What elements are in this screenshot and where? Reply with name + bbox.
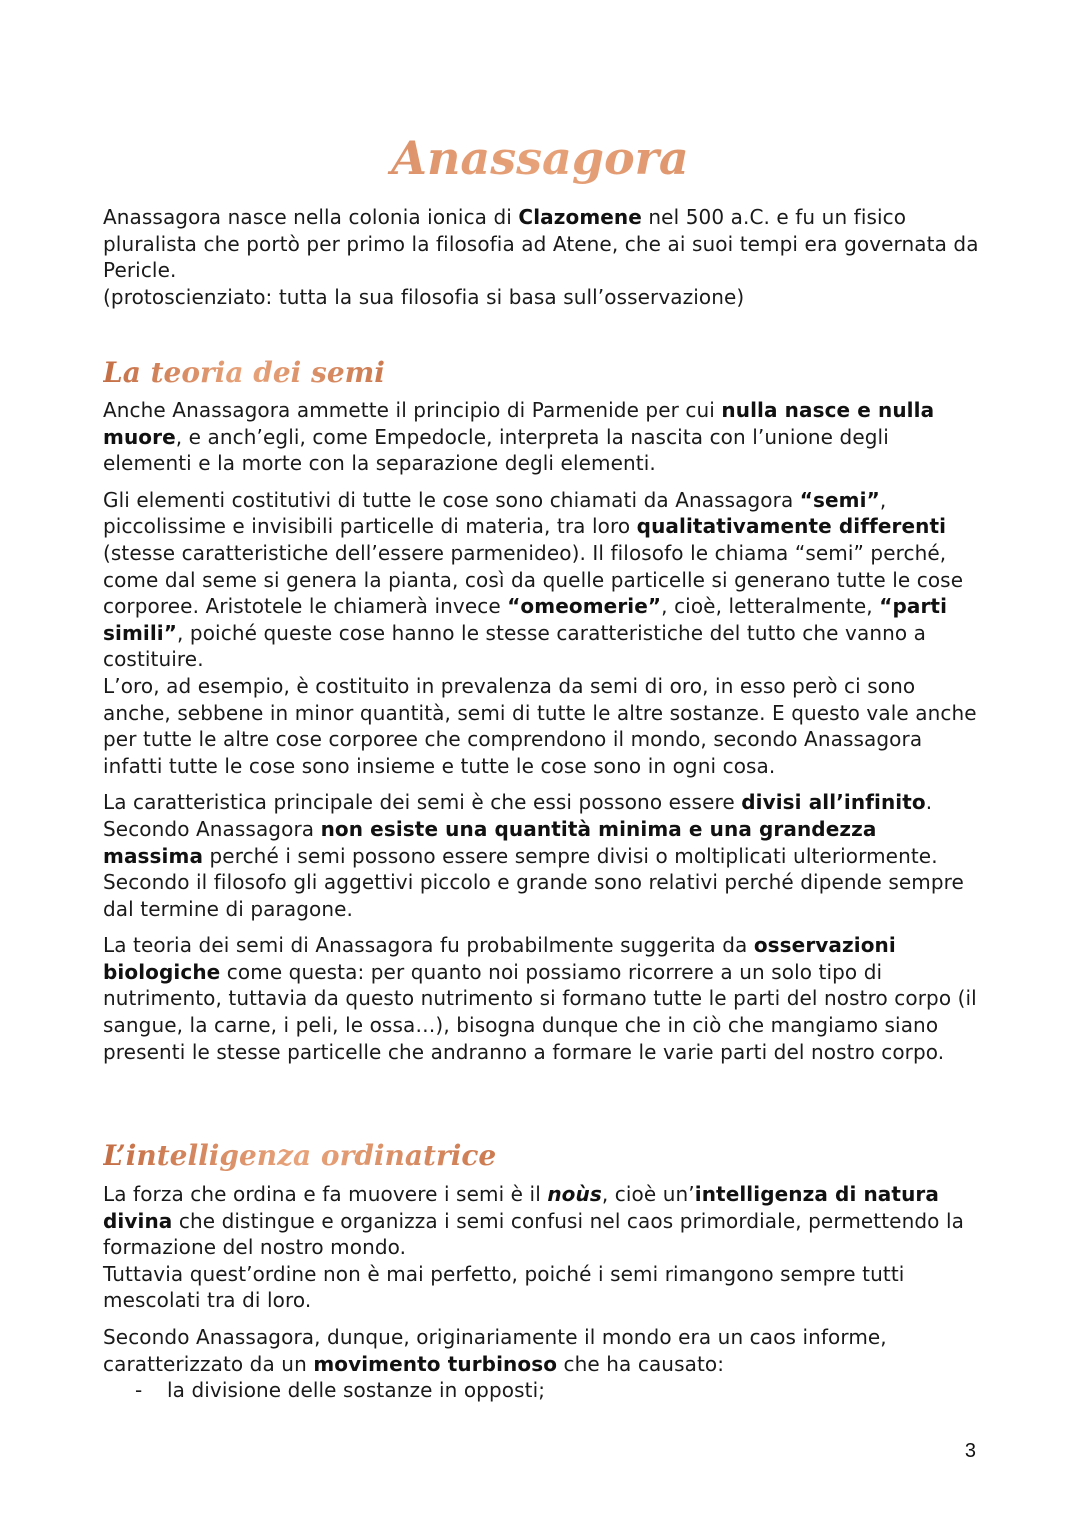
paragraph: La caratteristica principale dei semi è che essi possono essere divisi all’infinito. Secondo Anassagora non esiste una quantità minima e una grandezza massima perché i semi possono essere sempre divisi o moltiplicati ulteriormente. Secondo il filosofo gli aggettivi piccolo e grande sono relativi perché dipende sempre dal termine di paragone. <box>103 790 964 921</box>
intro-paragraph: Anassagora nasce nella colonia ionica di Clazomene nel 500 a.C. e fu un fisico pluralista che portò per primo la filosofia ad Atene, che ai suoi tempi era governata da Pericle. <box>103 205 979 283</box>
bold-text: nulla nasce e nulla muore <box>103 398 935 449</box>
bold-text: movimento turbinoso <box>313 1351 558 1376</box>
paragraph: Tuttavia quest’ordine non è mai perfetto, poiché i semi rimangono sempre tutti mescolati tra di loro. <box>103 1261 905 1313</box>
bold-text: “parti simili” <box>103 594 948 645</box>
list-item <box>103 1377 983 1404</box>
bullet-list <box>103 1377 983 1404</box>
bold-text: qualitativamente differenti <box>636 514 947 539</box>
intro-block <box>103 204 983 310</box>
paragraph: Anche Anassagora ammette il principio di Parmenide per cui nulla nasce e nulla muore, e anch’egli, come Empedocle, interpreta la nascita con l’unione degli elementi e la morte con la separazione degli elementi. <box>103 398 935 476</box>
section-heading-intelligenza-ordinatrice: L’intelligenza ordinatrice <box>103 1139 497 1172</box>
paragraph: La teoria dei semi di Anassagora fu probabilmente suggerita da osservazioni biologiche come questa: per quanto noi possiamo ricorrere a un solo tipo di nutrimento, tuttavia da questo nutrimento si formano tutte le parti del nostro corpo (il sangue, la carne, i peli, le ossa…), bisogna dunque che in ciò che mangiamo siano presenti le stesse particelle che andranno a formare le varie parti del nostro corpo. <box>103 933 977 1064</box>
bold-text: “semi” <box>799 487 880 512</box>
list-dash: - <box>135 1378 143 1403</box>
paragraph: L’oro, ad esempio, è costituito in prevalenza da semi di oro, in esso però ci sono anche, sebbene in minor quantità, semi di tutte le altre sostanze. E questo vale anche per tutte le altre cose corporee che comprendono il mondo, secondo Anassagora infatti tutte le cose sono insieme e tutte le cose sono in ogni cosa. <box>103 673 977 778</box>
section-teoria-dei-semi <box>103 397 983 1075</box>
bold-text: divisi all’infinito <box>741 790 926 815</box>
bold-text: “omeomerie” <box>507 594 662 619</box>
list-item-text: la divisione delle sostanze in opposti; <box>167 1378 546 1403</box>
bold-text: non esiste una quantità minima e una grandezza massima <box>103 816 877 868</box>
section-heading-teoria-dei-semi: La teoria dei semi <box>103 356 385 389</box>
section-intelligenza-ordinatrice <box>103 1181 983 1404</box>
paragraph: Secondo Anassagora, dunque, originariamente il mondo era un caos informe, caratterizzato da un movimento turbinoso che ha causato: <box>103 1324 887 1376</box>
paragraph: La forza che ordina e fa muovere i semi è il noùs, cioè un’intelligenza di natura divina che distingue e organizza i semi confusi nel caos primordiale, permettendo la formazione del nostro mondo. <box>103 1182 964 1260</box>
bold-text: noùs <box>547 1182 602 1206</box>
page-title: Anassagora <box>0 128 1080 188</box>
paragraph: Gli elementi costitutivi di tutte le cose sono chiamati da Anassagora “semi”, piccolissime e invisibili particelle di materia, tra loro qualitativamente differenti (stesse caratteristiche dell’essere parmenideo). Il filosofo le chiama “semi” perché, come dal seme si genera la pianta, così da quelle particelle si generano tutte le cose corporee. Aristotele le chiamerà invece “omeomerie”, cioè, letteralmente, “parti simili”, poiché queste cose hanno le stesse caratteristiche del tutto che vanno a costituire. <box>103 487 964 672</box>
bold-text: Clazomene <box>518 205 642 229</box>
bold-text: intelligenza di natura divina <box>103 1182 939 1233</box>
bold-text: osservazioni biologiche <box>103 933 896 984</box>
intro-note: (protoscienziato: tutta la sua filosofia si basa sull’osservazione) <box>103 284 745 309</box>
page-number: 3 <box>964 1440 976 1462</box>
